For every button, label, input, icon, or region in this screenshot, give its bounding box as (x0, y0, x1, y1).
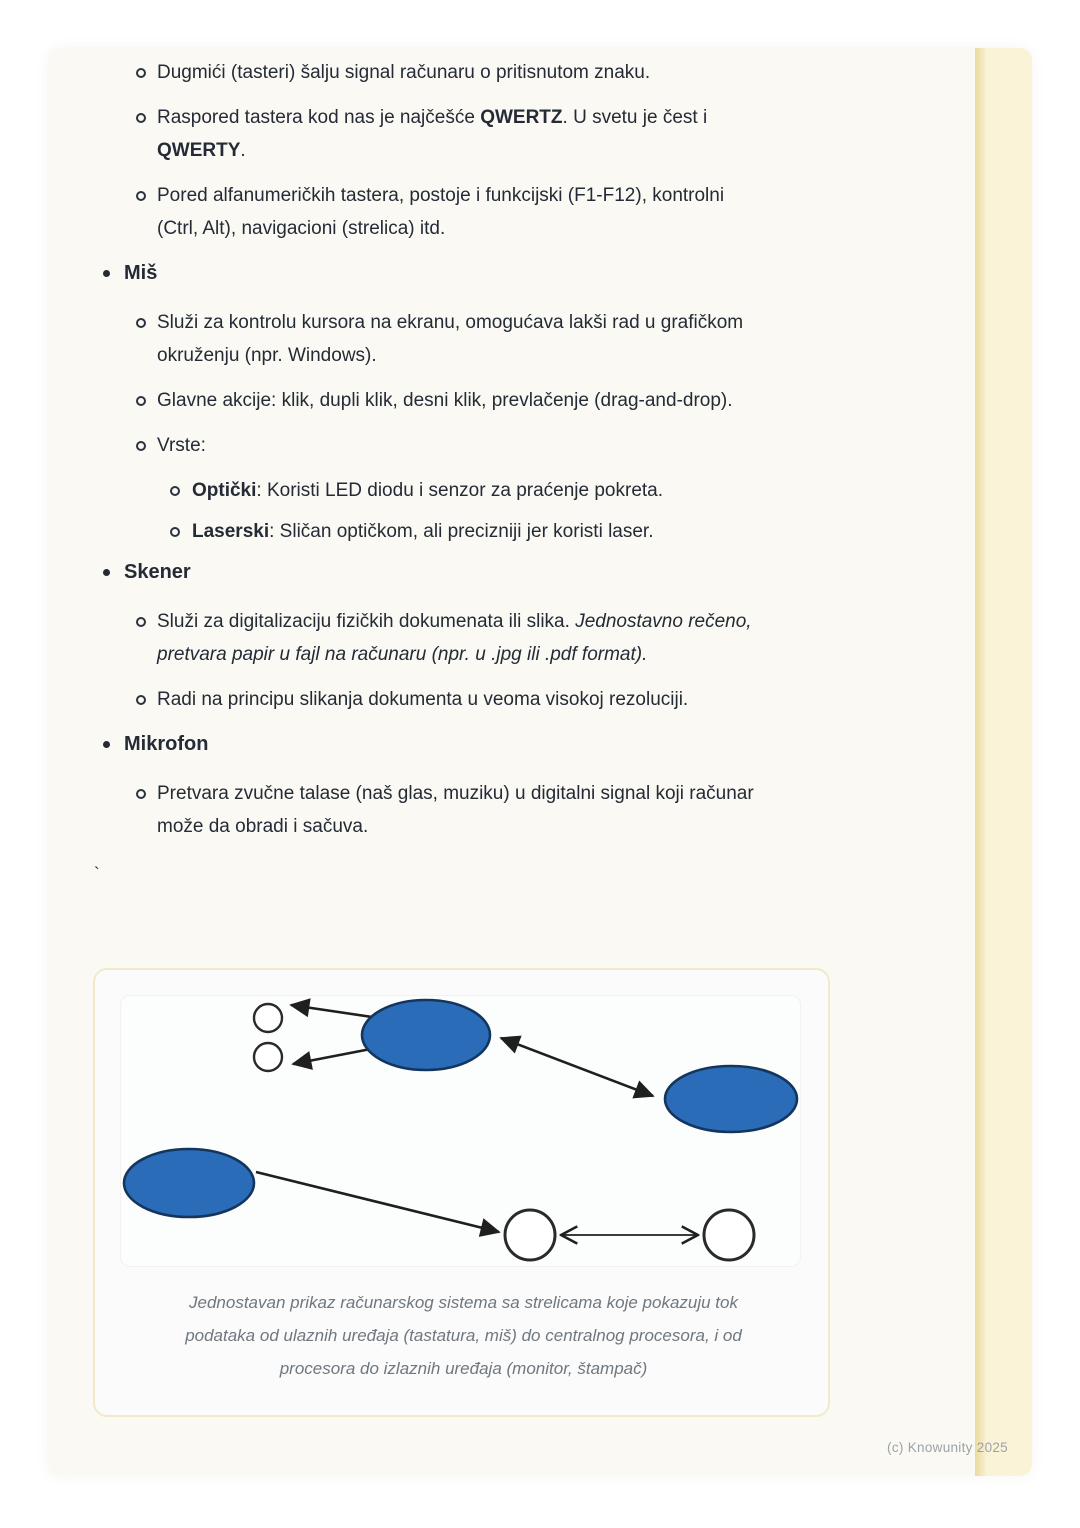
arrow-center-right-double-icon (501, 1038, 653, 1096)
bullet-circle-icon (136, 789, 146, 799)
text-segment: Glavne akcije: klik, dupli klik, desni klik, prevlačenje (drag-and-drop). (157, 390, 733, 411)
text-segment: Optički (192, 480, 257, 501)
bullet-circle-icon (136, 113, 146, 123)
document-page (48, 48, 1032, 1476)
stray-backtick: ` (94, 864, 100, 883)
caption-line: podataka od ulaznih uređaja (tastatura, miš) do centralnog procesora, i od (185, 1326, 742, 1345)
bullet-dot-icon (103, 569, 110, 576)
blue-node-right (665, 1066, 797, 1132)
text-segment: Radi na principu slikanja dokumenta u veoma visokoj rezoluciji. (157, 689, 689, 710)
blue-node-bottom-left (124, 1149, 254, 1217)
bullet-dot-icon (103, 270, 110, 277)
caption-line: Jednostavan prikaz računarskog sistema sa strelicama koje pokazuju tok (189, 1293, 738, 1312)
list-item (48, 777, 975, 843)
bullet-circle-icon (136, 396, 146, 406)
list-item-line (157, 683, 975, 716)
bullet-circle-icon (170, 527, 180, 537)
text-segment: Pretvara zvučne talase (naš glas, muziku) u digitalni signal koji računar (157, 783, 754, 804)
list-item (48, 257, 975, 290)
figure-image-panel (120, 995, 801, 1267)
list-item (48, 605, 975, 671)
notes-list (48, 56, 975, 890)
list-item-line (157, 134, 975, 167)
list-item-line (157, 638, 975, 671)
blue-node-top-center (362, 1000, 490, 1070)
list-item (48, 556, 975, 589)
list-item-line (157, 56, 975, 89)
white-node-2 (254, 1043, 282, 1071)
arrow-center-to-circle1-icon (291, 1005, 379, 1018)
list-item-line (157, 101, 975, 134)
list-item-line (157, 306, 975, 339)
text-segment: Služi za digitalizaciju fizičkih dokumenata ili slika. (157, 611, 576, 632)
text-segment: : Koristi LED diodu i senzor za praćenje pokreta. (256, 480, 664, 501)
arrow-bottomleft-to-circle3-icon (256, 1172, 499, 1232)
figure-caption (119, 1286, 808, 1385)
list-item-line (157, 339, 975, 372)
list-item-line (157, 212, 975, 245)
bullet-circle-icon (170, 486, 180, 496)
list-item (48, 474, 975, 507)
text-segment: Skener (124, 561, 191, 583)
list-item-line (124, 728, 975, 761)
white-node-1 (254, 1004, 282, 1032)
text-segment: Mikrofon (124, 733, 209, 755)
list-item-line (157, 384, 975, 417)
copyright-text: (c) Knowunity 2025 (887, 1440, 1008, 1455)
list-item-line (157, 605, 975, 638)
caption-line: procesora do izlaznih uređaja (monitor, štampač) (279, 1359, 648, 1378)
text-segment: Raspored tastera kod nas je najčešće (157, 107, 481, 128)
bullet-circle-icon (136, 617, 146, 627)
list-item (48, 56, 975, 89)
list-item-line (157, 179, 975, 212)
text-segment: može da obradi i sačuva. (157, 816, 369, 837)
list-item-line (192, 515, 975, 548)
bullet-circle-icon (136, 191, 146, 201)
page-margin-strip (975, 48, 1032, 1476)
figure-card (93, 968, 830, 1417)
text-segment: Miš (124, 262, 158, 284)
text-segment: QWERTZ (480, 107, 563, 128)
text-segment: Služi za kontrolu kursora na ekranu, omogućava lakši rad u grafičkom (157, 312, 744, 333)
bullet-circle-icon (136, 441, 146, 451)
list-item (48, 728, 975, 761)
list-item (48, 683, 975, 716)
text-segment: Laserski (192, 521, 270, 542)
text-segment: . (240, 140, 246, 161)
list-item-line (124, 257, 975, 290)
list-item (48, 101, 975, 167)
text-segment: pretvara papir u fajl na računaru (npr. u .jpg ili .pdf format). (157, 644, 648, 665)
list-item (48, 306, 975, 372)
text-segment: Vrste: (157, 435, 206, 456)
text-segment: : Sličan optičkom, ali precizniji jer koristi laser. (269, 521, 654, 542)
text-segment: okruženju (npr. Windows). (157, 345, 377, 366)
bullet-circle-icon (136, 695, 146, 705)
white-node-4 (704, 1210, 754, 1260)
bullet-dot-icon (103, 741, 110, 748)
list-item-line (157, 810, 975, 843)
list-item (48, 179, 975, 245)
list-item-line (192, 474, 975, 507)
arrow-center-to-circle2-icon (293, 1048, 376, 1064)
text-segment: . U svetu je čest i (562, 107, 708, 128)
text-segment: Pored alfanumeričkih tastera, postoje i funkcijski (F1-F12), kontrolni (157, 185, 725, 206)
text-segment: Dugmići (tasteri) šalju signal računaru o pritisnutom znaku. (157, 62, 651, 83)
list-item-line (124, 556, 975, 589)
white-node-3 (505, 1210, 555, 1260)
text-segment: Jednostavno rečeno, (575, 611, 752, 632)
list-item-line (157, 429, 975, 462)
list-item (48, 515, 975, 548)
bullet-circle-icon (136, 318, 146, 328)
system-diagram (121, 996, 800, 1266)
bullet-circle-icon (136, 68, 146, 78)
text-segment: (Ctrl, Alt), navigacioni (strelica) itd. (157, 218, 446, 239)
list-item (48, 429, 975, 462)
list-item-line (157, 777, 975, 810)
text-segment: QWERTY (157, 140, 241, 161)
list-item (48, 384, 975, 417)
